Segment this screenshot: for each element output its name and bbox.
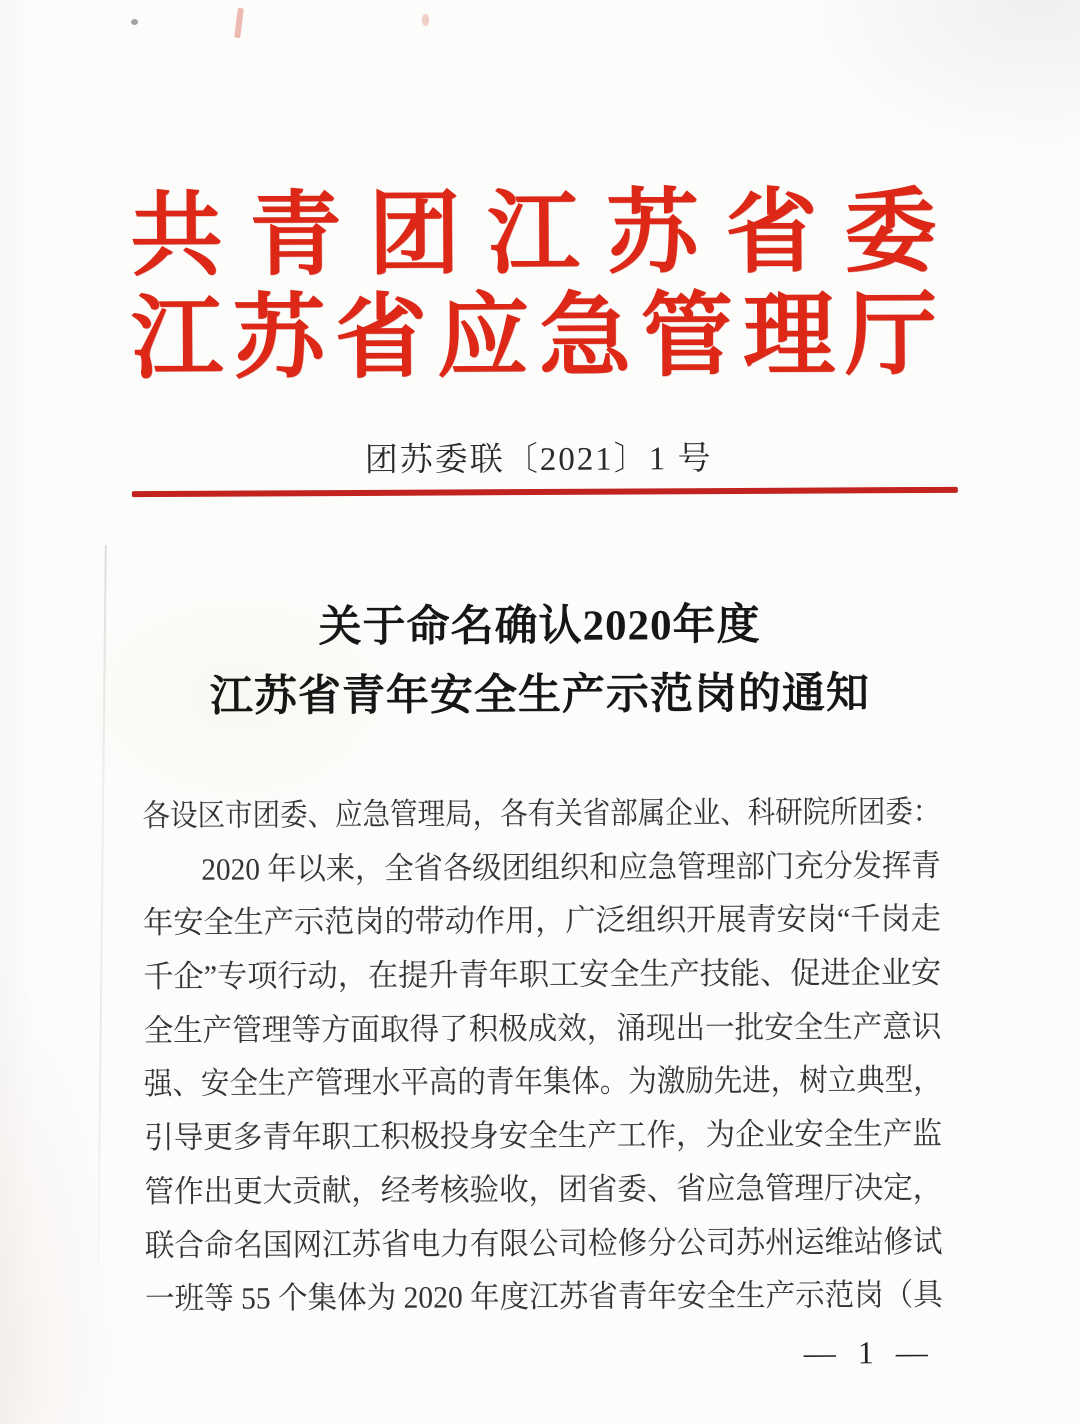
page-number: — 1 — — [803, 1333, 935, 1371]
letterhead-issuer-line-1 — [130, 182, 937, 286]
body-line: 一班等 55 个集体为 2020 年度江苏省青年安全生产示范岗（具 — [144, 1277, 943, 1317]
document-title — [0, 589, 1080, 733]
document-body — [142, 785, 943, 1326]
letterhead-char: 管 — [640, 284, 734, 388]
red-divider-rule — [132, 487, 958, 497]
letterhead-char: 省 — [334, 286, 428, 390]
body-salutation-line: 各设区市团委、应急管理局，各有关省部属企业、科研院所团委： — [142, 793, 941, 834]
scan-speck — [131, 19, 138, 25]
letterhead-char: 省 — [725, 181, 818, 285]
document-number: 团苏委联〔2021〕1 号 — [364, 441, 713, 479]
document-title-line-1: 关于命名确认2020年度 — [318, 601, 761, 652]
letterhead-char: 理 — [742, 284, 836, 387]
body-line: 强、安全生产管理水平高的青年集体。为激励先进，树立典型， — [143, 1062, 942, 1102]
letterhead-issuer-line-2 — [131, 285, 938, 389]
body-line: 千企”专项行动，在提升青年职工安全生产技能、促进企业安 — [143, 954, 942, 995]
body-line: 联合命名国网江苏省电力有限公司检修分公司苏州运维站修试 — [144, 1223, 943, 1263]
letterhead-char: 厅 — [844, 283, 938, 387]
body-line: 2020 年以来，全省各级团组织和应急管理部门充分发挥青 — [142, 847, 941, 887]
letterhead-char: 委 — [844, 180, 937, 284]
body-line: 引导更多青年职工积极投身安全生产工作，为企业安全生产监 — [144, 1116, 943, 1156]
letterhead-char: 应 — [436, 286, 530, 389]
letterhead-char: 苏 — [606, 182, 699, 285]
body-line: 全生产管理等方面取得了积极成效，涌现出一批安全生产意识 — [143, 1008, 942, 1048]
scan-red-dot — [422, 14, 429, 26]
letterhead-char: 团 — [368, 183, 461, 286]
document-title-line-2: 江苏省青年安全生产示范岗的通知 — [209, 670, 871, 721]
body-line: 管作出更大贡献，经考核验收，团省委、省应急管理厅决定， — [144, 1169, 943, 1209]
letterhead-char: 共 — [130, 184, 223, 288]
letterhead-char: 苏 — [232, 287, 326, 390]
letterhead-char: 江 — [130, 287, 224, 391]
letterhead-char: 急 — [538, 285, 632, 388]
body-line: 年安全生产示范岗的带动作用，广泛组织开展青安岗“千岗走 — [143, 901, 941, 941]
letterhead-char: 青 — [249, 184, 342, 287]
letterhead-char: 江 — [487, 182, 580, 286]
